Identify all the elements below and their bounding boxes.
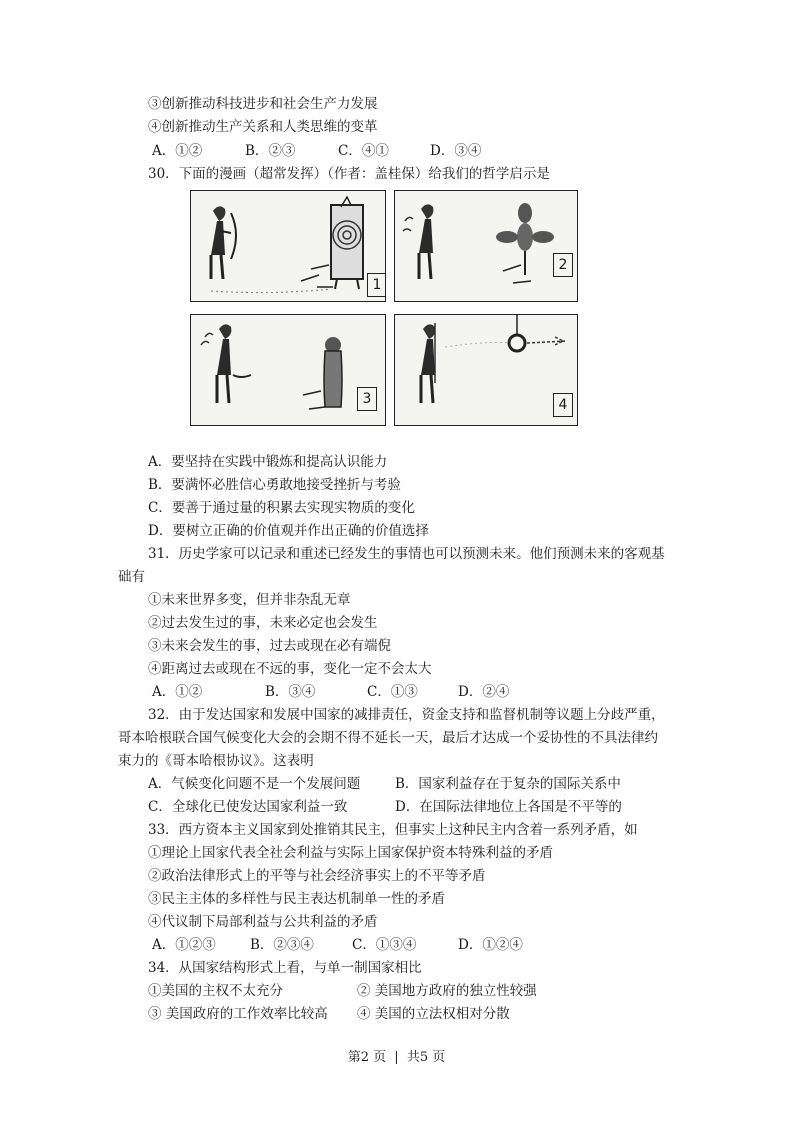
q31-item-4: ④距离过去或现在不远的事，变化一定不会太大: [148, 661, 432, 677]
q34-item-4: ④ 美国的立法权相对分散: [357, 1006, 510, 1022]
q30-option-d: D．要树立正确的价值观并作出正确的价值选择: [148, 523, 429, 539]
prev-item-3: ③创新推动科技进步和社会生产力发展: [148, 96, 378, 112]
q31-option-a: A．①②: [152, 684, 203, 700]
q33-option-c: C．①③④: [352, 937, 417, 953]
q31-item-2: ②过去发生过的事，未来必定也会发生: [148, 615, 378, 631]
q31-item-3: ③未来会发生的事，过去或现在必有端倪: [148, 638, 391, 654]
q32-option-c: C．全球化已使发达国家利益一致: [148, 799, 348, 815]
panel-number-1: 1: [367, 273, 386, 297]
page-number: 第2 页: [347, 1050, 387, 1065]
cartoon-figure: [190, 190, 578, 430]
q31-stem-line2: 础有: [118, 569, 145, 585]
q33-item-1: ①理论上国家代表全社会利益与实际上国家保护资本特殊利益的矛盾: [148, 845, 553, 861]
q33-stem: 33．西方资本主义国家到处推销其民主，但事实上这种民主内含着一系列矛盾，如: [148, 822, 638, 838]
q32-stem-line2: 哥本哈根联合国气候变化大会的会期不得不延长一天，最后才达成一个妥协性的不具法律约: [118, 730, 658, 746]
q31-stem-line1: 31．历史学家可以记录和重述已经发生的事情也可以预测未来。他们预测未来的客观基: [148, 546, 665, 562]
panel-number-2: 2: [553, 253, 573, 277]
q32-option-a: A．气候变化问题不是一个发展问题: [148, 776, 361, 792]
q34-item-3: ③ 美国政府的工作效率比较高: [148, 1006, 328, 1022]
archer-target-drawing: [191, 191, 386, 302]
q33-option-b: B．②③④: [250, 937, 314, 953]
q31-option-d: D．②④: [458, 684, 510, 700]
cartoon-panel-4: [394, 314, 578, 426]
page-total: 共5 页: [406, 1050, 446, 1065]
q33-item-3: ③民主主体的多样性与民主表达机制单一性的矛盾: [148, 891, 445, 907]
q30-option-a: A．要坚持在实践中锻炼和提高认识能力: [148, 454, 388, 470]
q32-stem-line3: 束力的《哥本哈根协议》。这表明: [118, 753, 314, 769]
cartoon-panel-2: [394, 190, 578, 302]
q30-option-c: C．要善于通过量的积累去实现实物质的变化: [148, 500, 415, 516]
q31-option-b: B．③④: [265, 684, 316, 700]
page-footer: [0, 1046, 793, 1065]
cartoon-panel-3: [190, 314, 386, 426]
option-d: D．③④: [430, 143, 482, 159]
q34-stem: 34．从国家结构形式上看，与单一制国家相比: [148, 960, 422, 976]
prev-item-4: ④创新推动生产关系和人类思维的变革: [148, 119, 378, 135]
q34-item-2: ② 美国地方政府的独立性较强: [357, 983, 537, 999]
archer-cross-drawing: [395, 191, 578, 302]
archer-ring-drawing: [395, 315, 578, 426]
q33-item-4: ④代议制下局部利益与公共利益的矛盾: [148, 914, 378, 930]
cartoon-panel-1: [190, 190, 386, 302]
q32-option-d: D．在国际法律地位上各国是不平等的: [395, 799, 622, 815]
q34-item-1: ①美国的主权不太充分: [148, 983, 283, 999]
q31-item-1: ①未来世界多变，但并非杂乱无章: [148, 592, 351, 608]
q33-option-d: D．①②④: [458, 937, 523, 953]
q33-item-2: ②政治法律形式上的平等与社会经济事实上的不平等矛盾: [148, 868, 486, 884]
q32-option-b: B．国家利益存在于复杂的国际关系中: [395, 776, 621, 792]
q30-option-b: B．要满怀必胜信心勇敢地接受挫折与考验: [148, 477, 401, 493]
option-a: A．①②: [152, 143, 203, 159]
panel-number-4: 4: [553, 393, 573, 417]
q30-stem: 30．下面的漫画（超常发挥）（作者：盖桂保）给我们的哲学启示是: [148, 166, 550, 182]
option-b: B．②③: [245, 143, 296, 159]
panel-number-3: 3: [357, 387, 377, 411]
q32-stem-line1: 32．由于发达国家和发展中国家的减排责任，资金支持和监督机制等议题上分歧严重，: [148, 707, 665, 723]
footer-separator: |: [394, 1050, 399, 1065]
q31-option-c: C．①③: [367, 684, 418, 700]
q33-option-a: A．①②③: [152, 937, 216, 953]
option-c: C．④①: [338, 143, 389, 159]
